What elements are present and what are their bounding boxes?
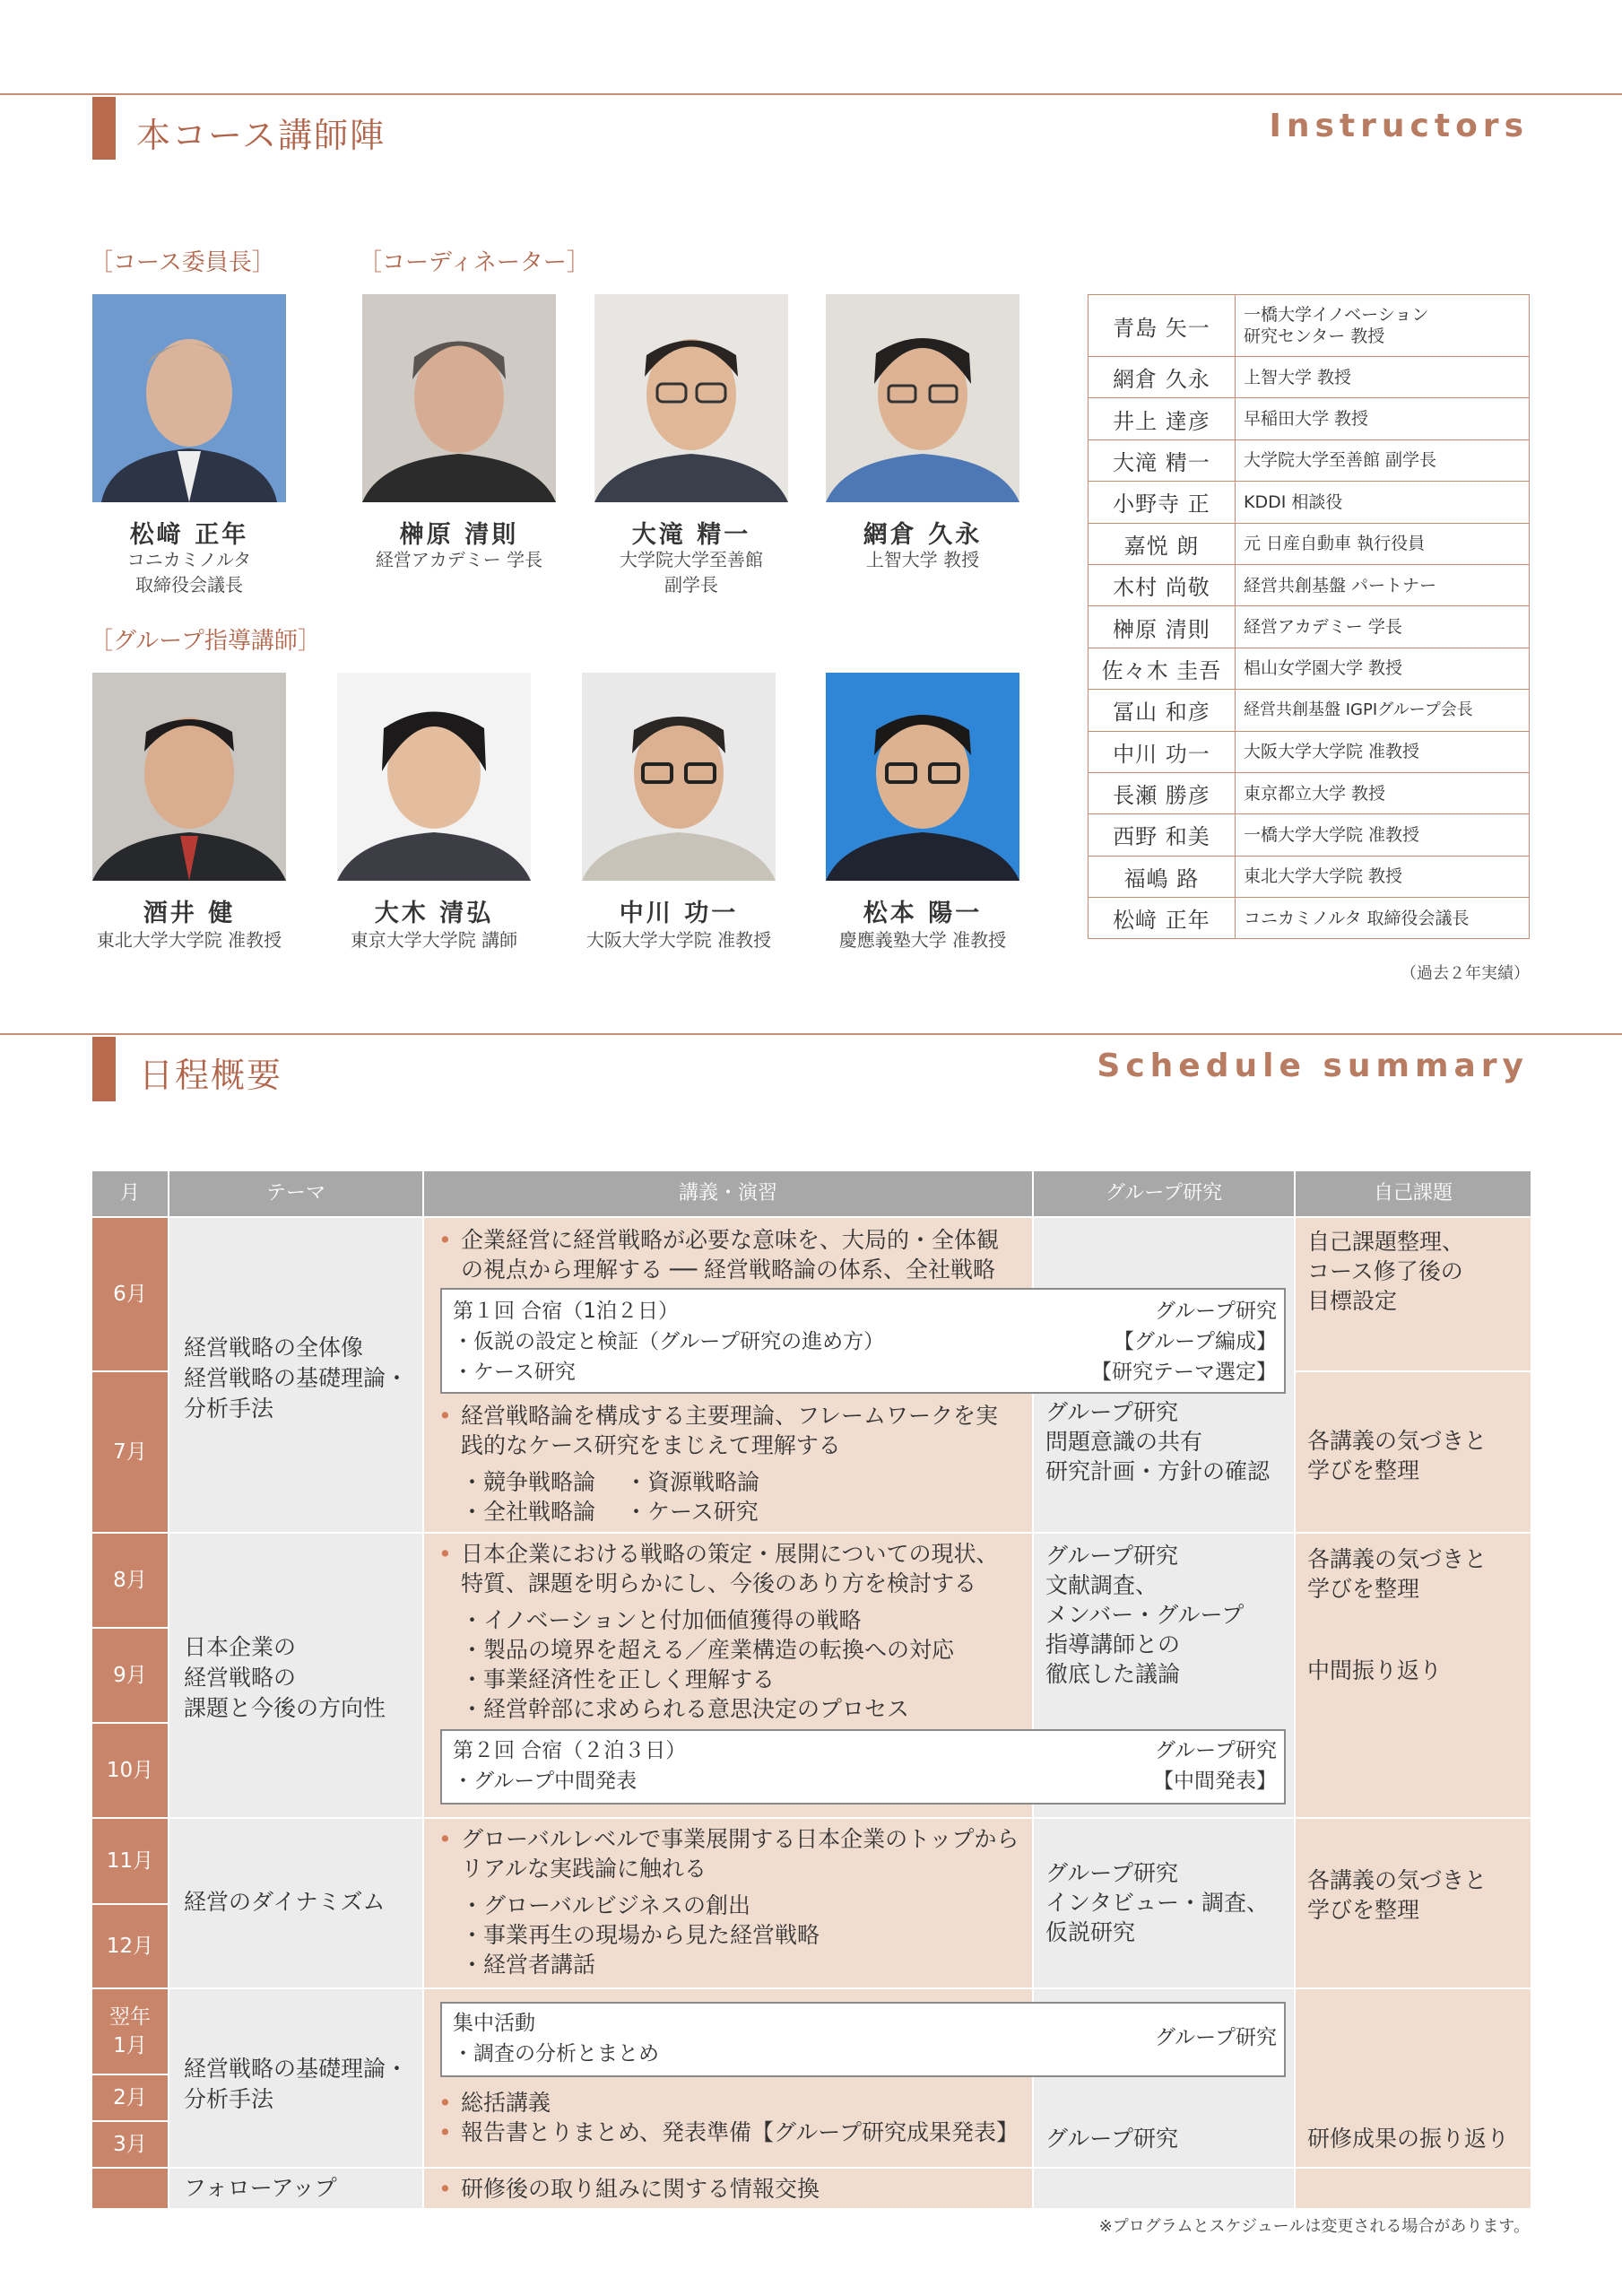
bullet-dot: • xyxy=(438,2176,452,2202)
group-cell xyxy=(1034,1819,1294,1987)
instructor-affiliation: 上智大学 教授 xyxy=(1236,357,1530,398)
portrait-coordinator-2 xyxy=(594,294,788,502)
lecture-items: ・グローバルビジネスの創出 ・事業再生の現場から見た経営戦略 ・経営者講話 xyxy=(461,1892,820,1978)
instructor-affiliation: 東京都立大学 教授 xyxy=(1236,772,1530,813)
header-month: 月 xyxy=(92,1171,168,1216)
bullet-dot: • xyxy=(438,2119,452,2145)
portrait-group-leader-4 xyxy=(826,673,1019,881)
self-text: 各講義の気づきと 学びを整理 xyxy=(1307,1867,1488,1923)
month-cell: 7月 xyxy=(92,1372,168,1532)
camp-1-item: ・ケース研究 xyxy=(453,1361,576,1384)
bullet-dot: • xyxy=(438,1826,452,1852)
theme-cell xyxy=(169,1534,422,1817)
instructor-affiliation: 元 日産自動車 執行役員 xyxy=(1236,523,1530,564)
instructor-name: 長瀬 勝彦 xyxy=(1089,772,1236,813)
month-cell xyxy=(92,2169,168,2208)
camp-1-group: 【グループ編成】 xyxy=(1113,1330,1277,1353)
instructor-name: 冨山 和彦 xyxy=(1089,690,1236,731)
bullet-dot: • xyxy=(438,1403,452,1429)
section-marker xyxy=(92,1037,116,1101)
self-text: 各講義の気づきと 学びを整理 xyxy=(1307,1546,1488,1602)
instructor-name: 木村 尚敬 xyxy=(1089,564,1236,605)
month-cell: 2月 xyxy=(92,2075,168,2120)
lecture-bullet xyxy=(438,2174,452,2204)
instructor-affiliation: 大阪大学大学院 准教授 xyxy=(1236,731,1530,772)
coordinator-3-name: 網倉 久永 xyxy=(863,521,983,549)
chair-affiliation-2: 取締役会議長 xyxy=(135,574,243,596)
top-rule xyxy=(0,93,1622,95)
lecture-items: ・イノベーションと付加価値獲得の戦略 ・製品の境界を超える／産業構造の転換への対応 ・事業経済性を正しく理解する ・経営幹部に求められる意思決定のプロセス xyxy=(461,1607,955,1722)
table-row xyxy=(1089,690,1530,731)
lecture-bullet xyxy=(438,2118,452,2147)
section-rule xyxy=(0,1033,1622,1035)
camp-2-group: 【中間発表】 xyxy=(1153,1770,1277,1793)
theme-text: 経営戦略の基礎理論・ 分析手法 xyxy=(184,2056,409,2112)
chair-label: ［コース委員長］ xyxy=(90,249,275,276)
group-leader-2-name: 大木 清弘 xyxy=(374,900,494,927)
instructor-name: 嘉悦 朗 xyxy=(1089,523,1236,564)
self-cell xyxy=(1296,1534,1531,1817)
group-text: グループ研究 文献調査、 メンバー・グループ 指導講師との 徹底した議論 xyxy=(1045,1543,1245,1687)
month-cell: 6月 xyxy=(92,1218,168,1370)
month-cell: 8月 xyxy=(92,1534,168,1627)
instructor-name: 佐々木 圭吾 xyxy=(1089,648,1236,689)
group-cell xyxy=(1034,2169,1294,2208)
coordinator-label: ［コーディネーター］ xyxy=(359,249,590,276)
lecture-bullet xyxy=(438,1824,452,1854)
instructor-affiliation: 経営共創基盤 パートナー xyxy=(1236,564,1530,605)
theme-cell xyxy=(169,2169,422,2208)
instructor-name: 松﨑 正年 xyxy=(1089,898,1236,939)
self-cell xyxy=(1296,1989,1531,2167)
theme-cell xyxy=(169,1819,422,1987)
table-row xyxy=(1089,295,1530,357)
instructor-affiliation: 東北大学大学院 教授 xyxy=(1236,856,1530,897)
table-row xyxy=(1089,439,1530,481)
group-leader-4-name: 松本 陽一 xyxy=(863,900,983,927)
lecture-bullet xyxy=(438,2088,452,2118)
coordinator-2-affiliation-1: 大学院大学至善館 xyxy=(620,549,763,570)
lecture-text: 報告書とりまとめ、発表準備【グループ研究成果発表】 xyxy=(461,2119,1019,2145)
camp-2-box xyxy=(440,1729,1286,1805)
coordinator-3-affiliation: 上智大学 教授 xyxy=(865,549,980,570)
camp-2-title: 第２回 合宿（２泊３日） xyxy=(453,1739,687,1762)
camp-2-group: グループ研究 xyxy=(1154,1739,1277,1762)
chair-name: 松﨑 正年 xyxy=(129,521,249,549)
schedule-title-en: Schedule summary xyxy=(1097,1048,1529,1084)
bullet-dot: • xyxy=(438,2090,452,2116)
lecture-text: 総括講義 xyxy=(461,2090,551,2116)
schedule-footnote: ※プログラムとスケジュールは変更される場合があります。 xyxy=(1098,2217,1530,2236)
group-text: グループ研究 インタビュー・調査、 仮説研究 xyxy=(1045,1860,1270,1945)
lecture-text: 研修後の取り組みに関する情報交換 xyxy=(461,2176,820,2202)
coordinator-1-affiliation: 経営アカデミー 学長 xyxy=(375,549,543,570)
group-leader-3-affiliation: 大阪大学大学院 准教授 xyxy=(585,929,772,951)
portrait-group-leader-1 xyxy=(92,673,286,881)
table-row xyxy=(1089,523,1530,564)
table-row xyxy=(1089,731,1530,772)
table-row xyxy=(1089,772,1530,813)
camp-1-group: 【研究テーマ選定】 xyxy=(1091,1361,1277,1384)
instructors-title: 本コース講師陣 xyxy=(136,116,386,155)
table-row xyxy=(1089,398,1530,439)
intensive-group: グループ研究 xyxy=(1154,2026,1277,2049)
self-cell xyxy=(1296,2169,1531,2208)
schedule-table xyxy=(92,1171,1531,2201)
table-note: （過去２年実績） xyxy=(1401,964,1530,983)
lecture-text: グローバルレベルで事業展開する日本企業のトップから リアルな実践論に触れる xyxy=(461,1826,1019,1882)
lecture-text: 日本企業における戦略の策定・展開についての現状、 特質、課題を明らかにし、今後のあり方を検討する xyxy=(461,1541,999,1596)
month-cell: 11月 xyxy=(92,1819,168,1903)
self-text: 各講義の気づきと 学びを整理 xyxy=(1307,1428,1488,1483)
instructors-title-en: Instructors xyxy=(1269,108,1529,144)
table-row xyxy=(1089,564,1530,605)
group-leader-1-affiliation: 東北大学大学院 准教授 xyxy=(96,929,282,951)
self-cell xyxy=(1296,1372,1531,1532)
lecture-items: ・競争戦略論 ・資源戦略論 ・全社戦略論 ・ケース研究 xyxy=(461,1469,759,1525)
affiliation-line: 研究センター 教授 xyxy=(1244,326,1385,346)
header-lecture: 講義・演習 xyxy=(424,1171,1032,1216)
table-row xyxy=(1089,648,1530,689)
group-leader-4-affiliation: 慶應義塾大学 准教授 xyxy=(838,929,1007,951)
section-marker xyxy=(92,97,116,160)
self-cell xyxy=(1296,1819,1531,1987)
group-leader-2-affiliation: 東京大学大学院 講師 xyxy=(350,929,518,951)
bullet-dot: • xyxy=(438,1541,452,1567)
instructor-affiliation: コニカミノルタ 取締役会議長 xyxy=(1236,898,1530,939)
header-group: グループ研究 xyxy=(1034,1171,1294,1216)
header-theme: テーマ xyxy=(169,1171,422,1216)
group-leader-3-name: 中川 功一 xyxy=(619,900,739,927)
instructor-affiliation: KDDI 相談役 xyxy=(1236,482,1530,523)
self-text: 中間振り返り xyxy=(1307,1657,1443,1683)
camp-1-box xyxy=(440,1288,1286,1394)
instructor-affiliation: 一橋大学大学院 准教授 xyxy=(1236,814,1530,856)
schedule-title: 日程概要 xyxy=(139,1056,283,1095)
camp-1-group: グループ研究 xyxy=(1154,1300,1277,1323)
instructor-affiliation: 早稲田大学 教授 xyxy=(1236,398,1530,439)
bullet-dot: • xyxy=(438,1227,452,1253)
table-row xyxy=(1089,357,1530,398)
portrait-coordinator-3 xyxy=(826,294,1019,502)
lecture-bullet xyxy=(438,1225,452,1255)
coordinator-2-name: 大滝 精一 xyxy=(631,521,751,549)
table-row xyxy=(1089,814,1530,856)
instructor-affiliation xyxy=(1236,295,1530,357)
group-text: グループ研究 問題意識の共有 研究計画・方針の確認 xyxy=(1045,1399,1271,1484)
theme-text: フォローアップ xyxy=(184,2175,337,2201)
intensive-box xyxy=(440,2002,1286,2077)
camp-1-item: ・仮説の設定と検証（グループ研究の進め方） xyxy=(453,1330,885,1353)
instructor-name: 網倉 久永 xyxy=(1089,357,1236,398)
self-text: 研修成果の振り返り xyxy=(1307,2126,1510,2152)
lecture-bullet xyxy=(438,1539,452,1569)
intensive-item: ・調査の分析とまとめ xyxy=(453,2042,659,2066)
month-cell: 3月 xyxy=(92,2122,168,2167)
portrait-group-leader-3 xyxy=(582,673,776,881)
instructor-name: 中川 功一 xyxy=(1089,731,1236,772)
instructor-name: 榊原 清則 xyxy=(1089,606,1236,648)
theme-cell xyxy=(169,1218,422,1532)
instructor-name: 大滝 精一 xyxy=(1089,439,1236,481)
self-cell xyxy=(1296,1218,1531,1370)
coordinator-1-name: 榊原 清則 xyxy=(399,521,519,549)
camp-2-item: ・グループ中間発表 xyxy=(453,1770,638,1793)
theme-text: 日本企業の 経営戦略の 課題と今後の方向性 xyxy=(184,1634,386,1721)
instructor-affiliation: 経営共創基盤 IGPIグループ会長 xyxy=(1236,690,1530,731)
instructor-name: 福嶋 路 xyxy=(1089,856,1236,897)
group-leader-label: ［グループ指導講師］ xyxy=(90,628,321,655)
theme-text: 経営のダイナミズム xyxy=(184,1889,386,1915)
instructor-affiliation: 経営アカデミー 学長 xyxy=(1236,606,1530,648)
table-row xyxy=(1089,482,1530,523)
instructor-name: 青島 矢一 xyxy=(1089,295,1236,357)
instructor-table xyxy=(1088,294,1530,939)
theme-cell xyxy=(169,1989,422,2167)
instructor-affiliation: 椙山女学園大学 教授 xyxy=(1236,648,1530,689)
month-cell: 9月 xyxy=(92,1629,168,1722)
group-leader-1-name: 酒井 健 xyxy=(143,900,236,927)
month-cell: 翌年 1月 xyxy=(92,1989,168,2074)
intensive-title: 集中活動 xyxy=(453,2012,535,2035)
month-cell: 12月 xyxy=(92,1905,168,1987)
month-cell: 10月 xyxy=(92,1724,168,1817)
group-text: グループ研究 xyxy=(1045,2126,1179,2152)
portrait-group-leader-2 xyxy=(337,673,531,881)
lecture-bullet xyxy=(438,1401,452,1431)
chair-affiliation-1: コニカミノルタ xyxy=(126,549,252,570)
table-row xyxy=(1089,606,1530,648)
instructor-affiliation: 大学院大学至善館 副学長 xyxy=(1236,439,1530,481)
portrait-chair xyxy=(92,294,286,502)
lecture-text: 経営戦略論を構成する主要理論、フレームワークを実 践的なケース研究をまじえて理解する xyxy=(461,1403,999,1458)
table-row xyxy=(1089,856,1530,897)
table-row xyxy=(1089,898,1530,939)
instructor-name: 井上 達彦 xyxy=(1089,398,1236,439)
lecture-text: 企業経営に経営戦略が必要な意味を、大局的・全体観 の視点から理解する ── 経営戦略論の体系、全社戦略 xyxy=(461,1227,1000,1283)
header-self: 自己課題 xyxy=(1296,1171,1531,1216)
portrait-coordinator-1 xyxy=(362,294,556,502)
self-text: 自己課題整理、 コース修了後の 目標設定 xyxy=(1307,1229,1465,1314)
theme-text: 経営戦略の全体像 経営戦略の基礎理論・ 分析手法 xyxy=(184,1335,409,1422)
instructor-name: 西野 和美 xyxy=(1089,814,1236,856)
affiliation-line: 一橋大学イノベーション xyxy=(1244,305,1429,325)
camp-1-title: 第１回 合宿（1泊２日） xyxy=(453,1300,679,1323)
instructor-name: 小野寺 正 xyxy=(1089,482,1236,523)
coordinator-2-affiliation-2: 副学長 xyxy=(664,574,718,596)
